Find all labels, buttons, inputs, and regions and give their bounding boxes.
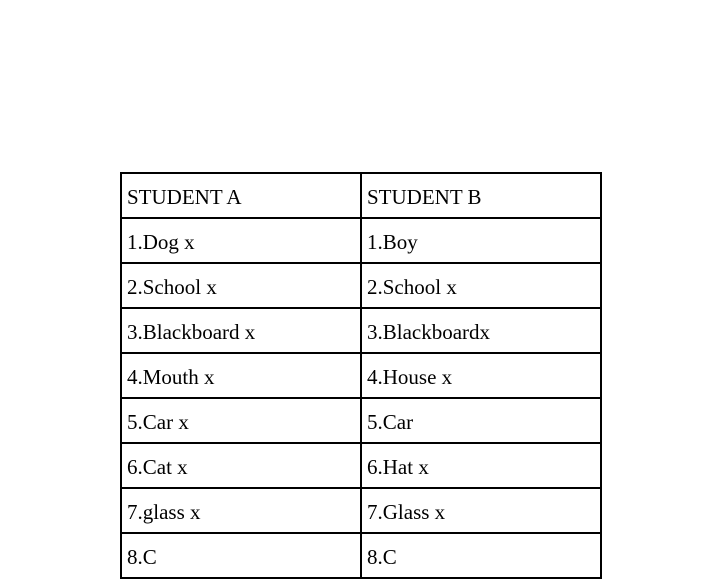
student-b-word: 5.Car	[361, 398, 601, 443]
student-a-word: 2.School x	[121, 263, 361, 308]
student-a-word: 7.glass x	[121, 488, 361, 533]
table-header-row	[121, 173, 601, 218]
student-b-word: 6.Hat x	[361, 443, 601, 488]
table-row	[121, 533, 601, 578]
student-b-word: 7.Glass x	[361, 488, 601, 533]
table-row	[121, 398, 601, 443]
table-row	[121, 353, 601, 398]
header-student-a: STUDENT A	[121, 173, 361, 218]
header-student-b: STUDENT B	[361, 173, 601, 218]
student-a-word: 8.C	[121, 533, 361, 578]
student-a-word: 4.Mouth x	[121, 353, 361, 398]
table-row	[121, 218, 601, 263]
table-row	[121, 263, 601, 308]
student-b-word: 3.Blackboardx	[361, 308, 601, 353]
student-b-word: 4.House x	[361, 353, 601, 398]
table-row	[121, 488, 601, 533]
student-a-word: 5.Car x	[121, 398, 361, 443]
student-word-table	[120, 172, 602, 579]
student-b-word: 1.Boy	[361, 218, 601, 263]
table-row	[121, 308, 601, 353]
student-a-word: 6.Cat x	[121, 443, 361, 488]
student-b-word: 8.C	[361, 533, 601, 578]
student-a-word: 3.Blackboard x	[121, 308, 361, 353]
student-a-word: 1.Dog x	[121, 218, 361, 263]
student-b-word: 2.School x	[361, 263, 601, 308]
table-row	[121, 443, 601, 488]
